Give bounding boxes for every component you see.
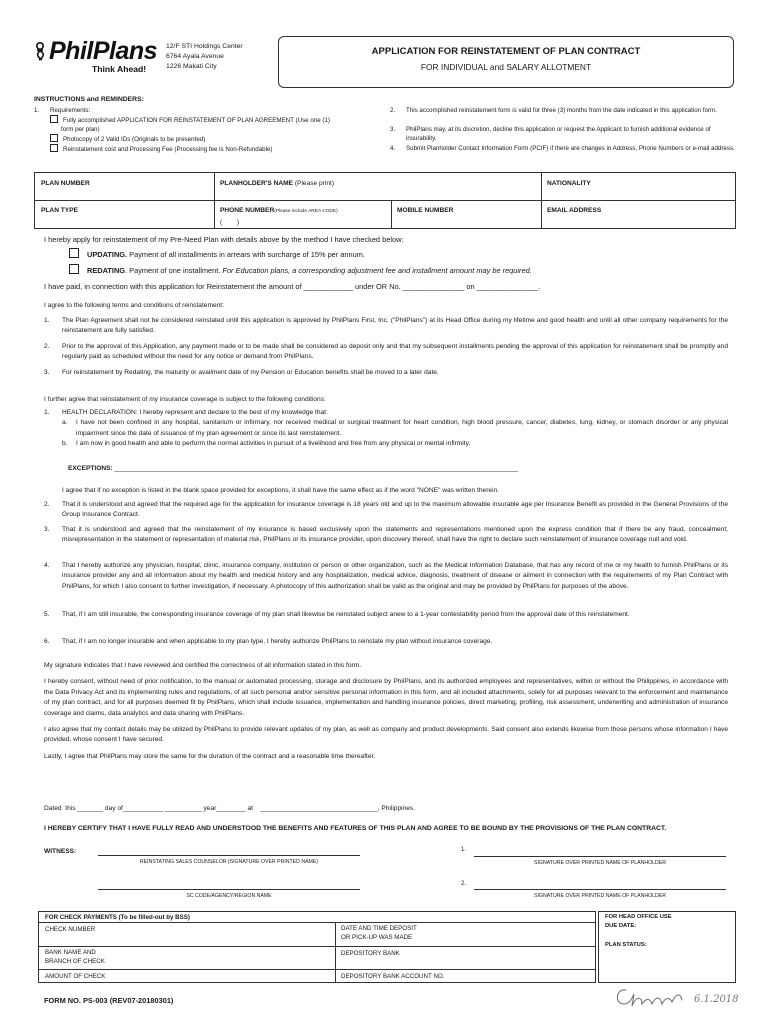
redating-option[interactable]: REDATING. Payment of one installment. For Education plans, a corresponding adjustment fee and installment amount may be required. [69, 264, 532, 275]
head-office-heading: FOR HEAD OFFICE USE [605, 914, 672, 920]
email-address-field[interactable]: EMAIL ADDRESS [547, 207, 602, 214]
health-declaration: 1. HEALTH DECLARATION: I hereby represent and declare to the best of my knowledge that: a. I have not been confined in any hospital, sanitarium or infirmary, nor received medical or surgical treatment for heart condition, high blood pressure, cancer, diabetes, lung, kidney, or stomach disorder or any physical impairment since the date of issuance of my plan agreement or since its last reinstatement. b. I am now in good health and able to perform the normal activities in pursuit of a livelihood and free from any physical or mental infirmity. [44, 408, 728, 450]
insurance-intro: I further agree that reinstatement of my insurance coverage is subject to the following conditions: [44, 396, 326, 403]
requirements-label: Requirements: [50, 107, 91, 114]
certify-statement: I HEREBY CERTIFY THAT I HAVE FULLY READ AND UNDERSTOOD THE BENEFITS AND FEATURES OF THIS PLAN AND AGREE TO BE BOUND BY THE PROVISIONS OF THE PLAN CONTRACT. [44, 825, 667, 832]
insurance-item: That it is understood and agreed that the required age for the application for insurance coverage is 18 years old and up to the maximum allowable insurable age per Insurance Benefit as provided in the General Provisions of the Group Insurance Contract. [62, 501, 728, 519]
logo-wordmark: PhilPlans [49, 37, 158, 65]
planholder-num: 1. [461, 847, 467, 853]
exceptions-field[interactable]: EXCEPTIONS: ______________________________________________________________________________________________________________ [68, 465, 518, 472]
planholder-signature-line-2[interactable] [474, 889, 726, 890]
requirement-item: Photocopy of 2 Valid IDs (Originals to be presented) [50, 134, 330, 144]
sc-code-caption: SC CODE/AGENCY/REGION NAME [186, 893, 272, 899]
term-text: The Plan Agreement shall not be considered reinstated until this application is approved by PhilPlans First, Inc. ("PhilPlans") at its Head Office during my lifetime and good health and until all other company requirements for the reinstatement are fully satisfied. [62, 317, 728, 335]
depository-account-field[interactable]: DEPOSITORY BANK ACCOUNT NO. [341, 973, 445, 980]
handwritten-signature-icon [612, 984, 692, 1012]
plan-info-table [34, 172, 736, 229]
contact-consent: I also agree that my contact details may be utilized by PhilPlans to provide relevant updates of my plan, as well as company and product developments. Said consent also extends likewise from those persons whose information I have provided, whose consent I have secured. [44, 726, 728, 744]
counselor-signature-line[interactable] [98, 855, 360, 856]
logo-tagline: Think Ahead! [92, 64, 147, 74]
check-payments-table [38, 911, 596, 983]
form-subtitle: FOR INDIVIDUAL and SALARY ALLOTMENT [420, 62, 592, 72]
insurance-item: That, if I am no longer insurable and when applicable to my plan type, I hereby authorize PhilPlans to reinstate my plan without insurance coverage. [62, 638, 493, 645]
witness-label: WITNESS: [44, 848, 77, 855]
dated-line[interactable]: Dated this _______ day of___________ __________ year________ at ________________________________, Philippines. [44, 805, 416, 812]
nationality-field[interactable]: NATIONALITY [547, 180, 591, 187]
instruction-num: 4. [390, 145, 396, 152]
insurance-item: That, if I am still insurable, the corresponding insurance coverage of my plan shall likewise be reinstated subject anew to a 1-year contestability period from the approval date of this reinstatement. [62, 611, 630, 618]
planholder-num: 2. [461, 881, 467, 887]
logo-mark-icon [34, 42, 48, 62]
requirements-num: 1. [34, 107, 40, 114]
phone-number-field[interactable]: PHONE NUMBER(Please include AREA CODE) ( ) [214, 204, 391, 227]
mobile-number-field[interactable]: MOBILE NUMBER [397, 207, 454, 214]
requirement-item: Reinstatement cost and Processing Fee (Processing fee is Non-Refundable) [50, 144, 330, 154]
requirement-item: form per plan) [61, 126, 100, 133]
checkbox-icon[interactable] [50, 134, 58, 142]
counselor-caption: REINSTATING SALES COUNSELOR (SIGNATURE OVER PRINTED NAME) [139, 859, 319, 865]
planholder-caption: SIGNATURE OVER PRINTED NAME OF PLANHOLDER [534, 860, 666, 866]
address-line: 12/F STI Holdings Center [166, 43, 243, 50]
form-number: FORM NO. PS-003 (REV07-20180301) [44, 996, 174, 1005]
checkbox-icon[interactable] [50, 144, 58, 152]
head-office-box [598, 911, 736, 983]
check-number-field[interactable]: CHECK NUMBER [45, 926, 96, 933]
signature-note: My signature indicates that I have reviewed and certified the correctness of all information stated in this form. [44, 662, 362, 669]
instruction-text: PhilPlans may, at its discretion, decline this application or request the Applicant to furnish additional evidence of insurability. [406, 126, 711, 142]
insurance-item: That I hereby authorize any physician, hospital, clinic, insurance company, institution or person or other organization, such as the Medical Information Database, that has any record of me or my health to furnish PhilPlans or its insurance provider any and all information about my health and medical history and any hospitalization, medical advice, diagnosis, treatment of disease or ailment in connection with the requirements of my Plan Contract with PhilPlans, for which I also consent to further investigation, if necessary. A photocopy of this authorization shall be valid as the original and may be provided by PhilPlans for purposes of the above. [62, 562, 728, 590]
planholder-name-field[interactable]: PLANHOLDER'S NAME (Please print) [220, 180, 335, 187]
plan-type-field[interactable]: PLAN TYPE [41, 207, 79, 214]
form-title: APPLICATION FOR REINSTATEMENT OF PLAN CONTRACT [371, 46, 641, 57]
term-text: For reinstatement by Redating, the maturity or availment date of my Pension or Education benefits shall be moved to a later date. [62, 369, 439, 376]
instruction-num: 3. [390, 126, 396, 133]
storage-consent: Lastly, I agree that PhilPlans may store the same for the duration of the contract and a reasonable time thereafter. [44, 752, 376, 760]
redating-checkbox-icon[interactable] [69, 264, 79, 274]
signature-date: 6.1.2018 [694, 994, 739, 1005]
phone-area-code: ( ) [220, 219, 240, 226]
amount-of-check-field[interactable]: AMOUNT OF CHECK [45, 973, 106, 980]
privacy-consent: I hereby consent, without need of prior notification, to the manual or automated processing, storage and disclosure by PhilPlans, and its authorized employees and representatives, within or without the Philippines, in accordance with the Data Privacy Act and its implementing rules and regulations, of all such personal and/or sensitive personal information in this form, and all included attachments, solely for all purposes relevant to the enforcement and maintenance of my plan contract, and for all purposes deemed fit by PhilPlans, which shall include issuance, implementation and handling insurance policies, direct marketing, profiling, risk assessment, underwriting and administration of insurance coverage and claims, data analytics and data sharing with PhilPlans. [44, 678, 728, 717]
insurance-item: That it is understood and agreed that the reinstatement of my insurance is based exclusively upon the statements and representations mentioned upon the express condition that if there be any fraud, concealment, misrepresentation in the statement or representation of material risk, PhilPlans or its insurance provider, upon discovery thereof, shall have the right to declare such reinstatement of insurance coverage null and void. [62, 526, 728, 544]
sc-code-line[interactable] [98, 889, 360, 890]
consent-block [44, 661, 728, 762]
health-item: I have not been confined in any hospital, sanitarium or infirmary, nor received medical or surgical treatment for heart condition, high blood pressure, cancer, diabetes, lung, kidney, or stomach disorder or any physical impairment since the date of issuance of my plan agreement or since its last reinstatement. [76, 419, 728, 437]
address-line: 1226 Makati City [166, 63, 217, 70]
requirement-item: Fully accomplished APPLICATION FOR REINSTATEMENT OF PLAN AGREEMENT (Use one (1) [50, 115, 330, 125]
checkbox-icon[interactable] [50, 115, 58, 123]
instructions-heading: INSTRUCTIONS and REMINDERS: [34, 96, 144, 103]
instruction-num: 2. [390, 107, 396, 114]
paid-amount-line: I have paid, in connection with this application for Reinstatement the amount of ____________ under OR No. _______________ on _______________. [44, 282, 541, 291]
check-payments-heading: FOR CHECK PAYMENTS (To be filled-out by BSS) [45, 914, 190, 921]
title-box [278, 36, 734, 88]
planholder-caption: SIGNATURE OVER PRINTED NAME OF PLANHOLDER [534, 893, 666, 899]
address-line: 6764 Ayala Avenue [166, 53, 224, 60]
health-heading: HEALTH DECLARATION: I hereby represent and declare to the best of my knowledge that: [62, 409, 328, 416]
instruction-text: Submit Planholder Contact Information Form (PCIF) if there are changes in Address, Phone Numbers or e-mail address. [406, 145, 735, 152]
apply-intro: I hereby apply for reinstatement of my Pre-Need Plan with details above by the method I have checked below: [44, 235, 404, 244]
philplans-logo [34, 38, 164, 78]
deposit-datetime-field[interactable]: DATE AND TIME DEPOSIT OR PICK-UP WAS MADE [341, 925, 417, 941]
updating-option[interactable]: UPDATING. Payment of all installments in arrears with surcharge of 15% per annum. [69, 248, 365, 259]
terms-intro: I agree to the following terms and conditions of reinstatement: [44, 302, 224, 309]
updating-checkbox-icon[interactable] [69, 248, 79, 258]
term-text: Prior to the approval of this Application, any payment made or to be made shall be considered as deposit only and that my subsequent installments pending the approval of this application for reinstatement shall be promptly and regularly paid as scheduled without the need for any notice or demand from PhilPlans. [62, 343, 728, 361]
due-date-field[interactable]: DUE DATE: [605, 923, 637, 929]
company-address [166, 42, 243, 72]
instruction-text: This accomplished reinstatement form is valid for three (3) months from the date indicated in this application form. [406, 107, 717, 114]
plan-number-field[interactable]: PLAN NUMBER [41, 180, 90, 187]
health-item: I am now in good health and able to perform the normal activities in pursuit of a livelihood and free from any physical or mental infirmity. [76, 440, 471, 448]
planholder-signature-line-1[interactable] [474, 856, 726, 857]
depository-bank-field[interactable]: DEPOSITORY BANK [341, 950, 400, 957]
exceptions-note: I agree that if no exception is listed in the blank space provided for exceptions, it shall have the same effect as if the word "NONE" was written therein. [62, 487, 500, 494]
bank-name-field[interactable]: BANK NAME AND BRANCH OF CHECK [45, 949, 105, 965]
plan-status-field[interactable]: PLAN STATUS: [605, 942, 647, 948]
